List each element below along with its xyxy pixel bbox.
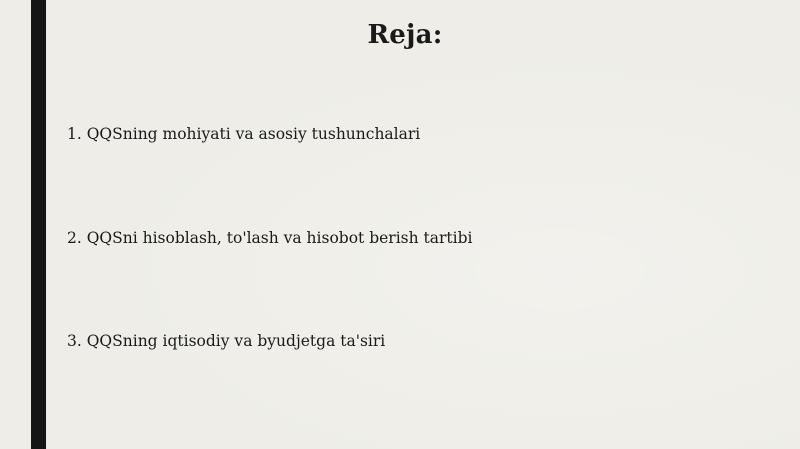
- plan-item-2: 2. QQSni hisoblash, to'lash va hisobot berish tartibi: [67, 229, 473, 247]
- plan-item-3: 3. QQSning iqtisodiy va byudjetga ta'siri: [67, 332, 386, 350]
- plan-item-1: 1. QQSning mohiyati va asosiy tushunchalari: [67, 125, 421, 143]
- accent-bar: [31, 0, 46, 449]
- slide-title: Reja:: [367, 20, 443, 50]
